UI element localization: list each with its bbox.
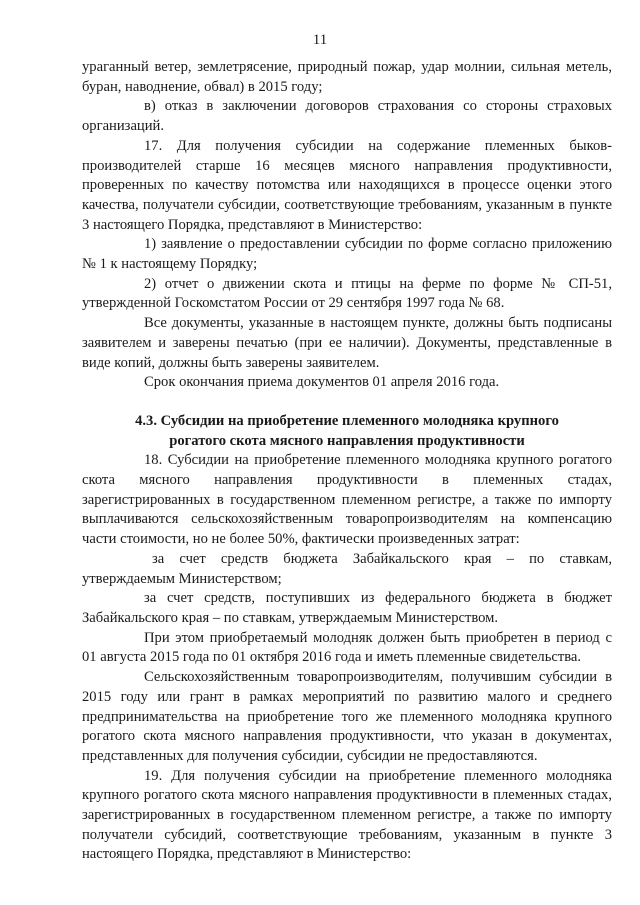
paragraph-no-subsidy: Сельскохозяйственным товаропроизводителям, получившим субсидии в 2015 году или грант в рамках мероприятий по развитию малого и среднего предпринимательства на приобретение того же племенного молодняка крупного рогатого скота мясного направления продуктивности, что указан в документах, представленных для получения субсидии, субсидии не предоставляются. [82,669,612,764]
paragraph-continuation: ураганный ветер, землетрясение, природный пожар, удар молнии, сильная метель, буран, наводнение, обвал) в 2015 году; [82,59,612,95]
paragraph-purchase-period: При этом приобретаемый молодняк должен быть приобретен в период с 01 августа 2015 года по 01 октября 2016 года и иметь племенные свидетельства. [82,629,612,666]
paragraph-17: 17. Для получения субсидии на содержание племенных быков-производителей старше 16 месяцев мясного направления продуктивности, проверенных по качеству потомства или находящихся в процессе оценки этого качества, получатели субсидии, соответствующие требованиям, указанным в пункте 3 настоящего Порядка, представляют в Министерство: [82,137,612,233]
section-heading-4-3: 4.3. Субсидии на приобретение племенного молодняка крупного рогатого скота мясного направления продуктивности [135,412,559,449]
paragraph-deadline: Срок окончания приема документов 01 апреля 2016 года. [144,374,500,391]
document-body [82,58,612,865]
paragraph-documents-signed: Все документы, указанные в настоящем пункте, должны быть подписаны заявителем и заверены печатью (при ее наличии). Документы, представленные в виде копий, должны быть заверены заявителем. [82,315,612,371]
paragraph-18: 18. Субсидии на приобретение племенного молодняка крупного рогатого скота мясного направления продуктивности в племенных стадах, зарегистрированных в государственном племенном регистре, а также по импорту выплачиваются сельскохозяйственным товаропроизводителям на компенсацию части стоимости, но не более 50%, фактически произведенных затрат: [82,452,612,548]
paragraph-item-v: в) отказ в заключении договоров страхования со стороны страховых организаций. [82,98,612,135]
paragraph-18-regional-budget: за счет средств бюджета Забайкальского края – по ставкам, утверждаемым Министерством; [82,550,612,587]
paragraph-17-item-2: 2) отчет о движении скота и птицы на ферме по форме № СП-51, утвержденной Госкомстатом России от 29 сентября 1997 года № 68. [82,275,612,312]
paragraph-18-federal-budget: за счет средств, поступивших из федерального бюджета в бюджет Забайкальского края – по ставкам, утверждаемым Министерством. [82,590,612,626]
paragraph-17-item-1: 1) заявление о предоставлении субсидии по форме согласно приложению № 1 к настоящему Порядку; [82,236,612,273]
page-number: 11 [312,32,328,48]
paragraph-19: 19. Для получения субсидии на приобретение племенного молодняка крупного рогатого скота мясного направления продуктивности в племенных стадах, зарегистрированных в государственном племенном регистре, а также по импорту получатели субсидий, соответствующие требованиям, указанным в пункте 3 настоящего Порядка, представляют в Министерство: [82,767,612,863]
